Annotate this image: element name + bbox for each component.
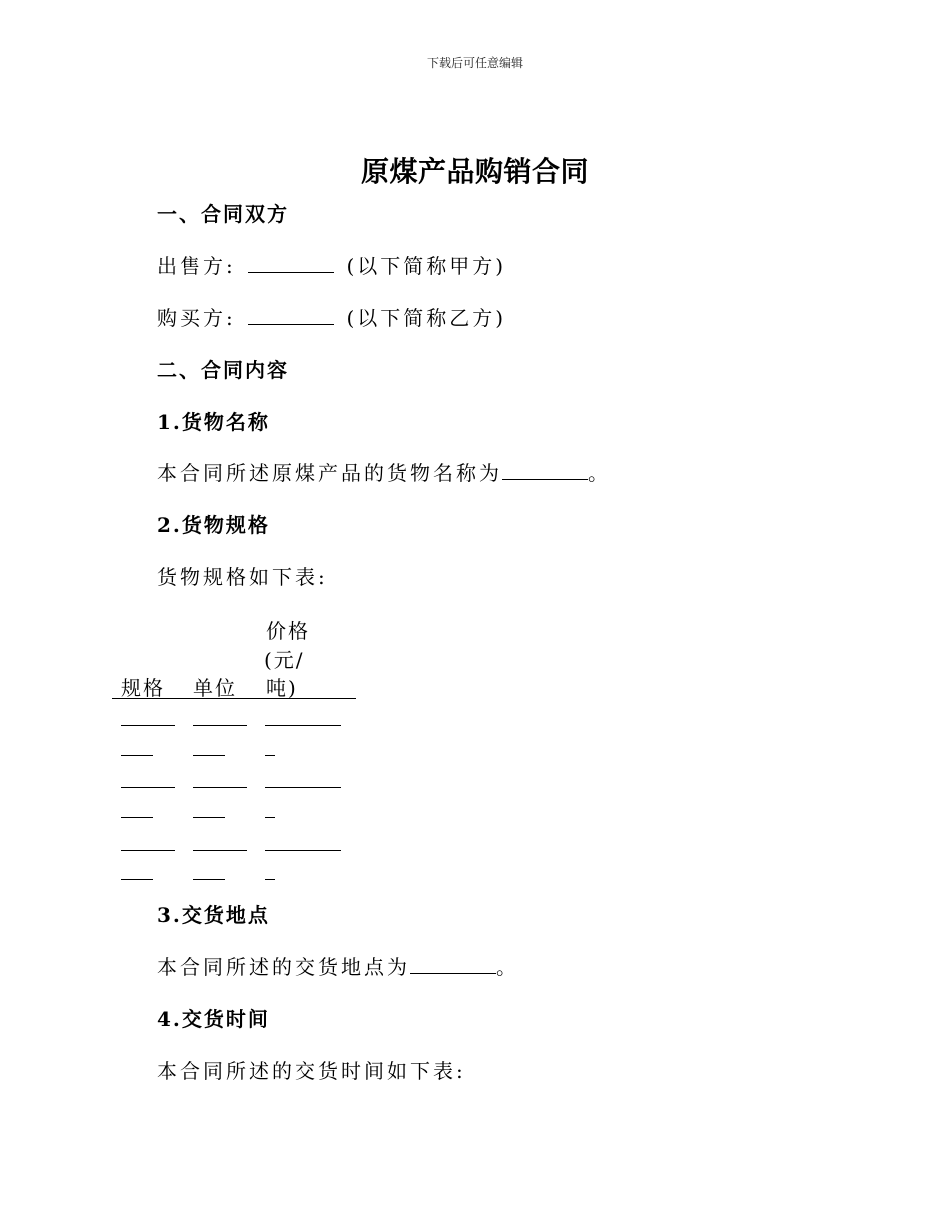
blank-cell bbox=[193, 725, 247, 726]
header-note: 下载后可任意编辑 bbox=[426, 56, 523, 70]
blank-cell bbox=[193, 850, 247, 851]
table-header-rule bbox=[112, 698, 356, 699]
seller-label: 出售方: bbox=[157, 254, 236, 278]
blank-cell bbox=[193, 817, 225, 818]
item3-end: 。 bbox=[496, 955, 519, 979]
blank-cell bbox=[265, 725, 341, 726]
blank-cell bbox=[193, 755, 225, 756]
section2-heading: 二、合同内容 bbox=[157, 358, 289, 382]
blank-cell bbox=[265, 755, 275, 756]
blank-cell bbox=[265, 850, 341, 851]
blank-cell bbox=[193, 787, 247, 788]
blank-cell bbox=[121, 817, 153, 818]
buyer-line bbox=[157, 302, 506, 331]
buyer-blank bbox=[248, 306, 334, 325]
item3-blank bbox=[410, 955, 496, 974]
item1-text-line bbox=[157, 457, 611, 486]
seller-line bbox=[157, 250, 506, 279]
item4-text: 本合同所述的交货时间如下表: bbox=[157, 1059, 466, 1083]
seller-blank bbox=[248, 254, 334, 273]
blank-cell bbox=[265, 879, 275, 880]
table-header-price-line1: 价格 bbox=[266, 619, 310, 643]
seller-suffix: (以下简称甲方) bbox=[346, 254, 507, 278]
table-header-spec: 规格 bbox=[121, 676, 165, 700]
blank-cell bbox=[193, 879, 225, 880]
item1-heading: 1.货物名称 bbox=[157, 410, 270, 434]
blank-cell bbox=[265, 787, 341, 788]
blank-cell bbox=[121, 725, 175, 726]
blank-cell bbox=[121, 787, 175, 788]
buyer-suffix: (以下简称乙方) bbox=[346, 306, 507, 330]
section1-heading: 一、合同双方 bbox=[157, 202, 289, 226]
buyer-label: 购买方: bbox=[157, 306, 236, 330]
item3-text: 本合同所述的交货地点为 bbox=[157, 955, 410, 979]
blank-cell bbox=[265, 817, 275, 818]
table-header-price-line2: (元/ bbox=[264, 648, 305, 672]
blank-cell bbox=[121, 850, 175, 851]
item3-heading: 3.交货地点 bbox=[157, 903, 270, 927]
blank-cell bbox=[121, 755, 153, 756]
item1-blank bbox=[502, 461, 588, 480]
item2-text: 货物规格如下表: bbox=[157, 565, 328, 589]
item3-text-line bbox=[157, 951, 519, 980]
blank-cell bbox=[121, 879, 153, 880]
item2-heading: 2.货物规格 bbox=[157, 513, 270, 537]
table-header-unit: 单位 bbox=[193, 676, 237, 700]
document-title: 原煤产品购销合同 bbox=[360, 155, 589, 188]
item4-heading: 4.交货时间 bbox=[157, 1007, 270, 1031]
item1-text: 本合同所述原煤产品的货物名称为 bbox=[157, 461, 502, 485]
table-header-price-line3: 吨) bbox=[266, 676, 298, 700]
item1-end: 。 bbox=[588, 461, 611, 485]
